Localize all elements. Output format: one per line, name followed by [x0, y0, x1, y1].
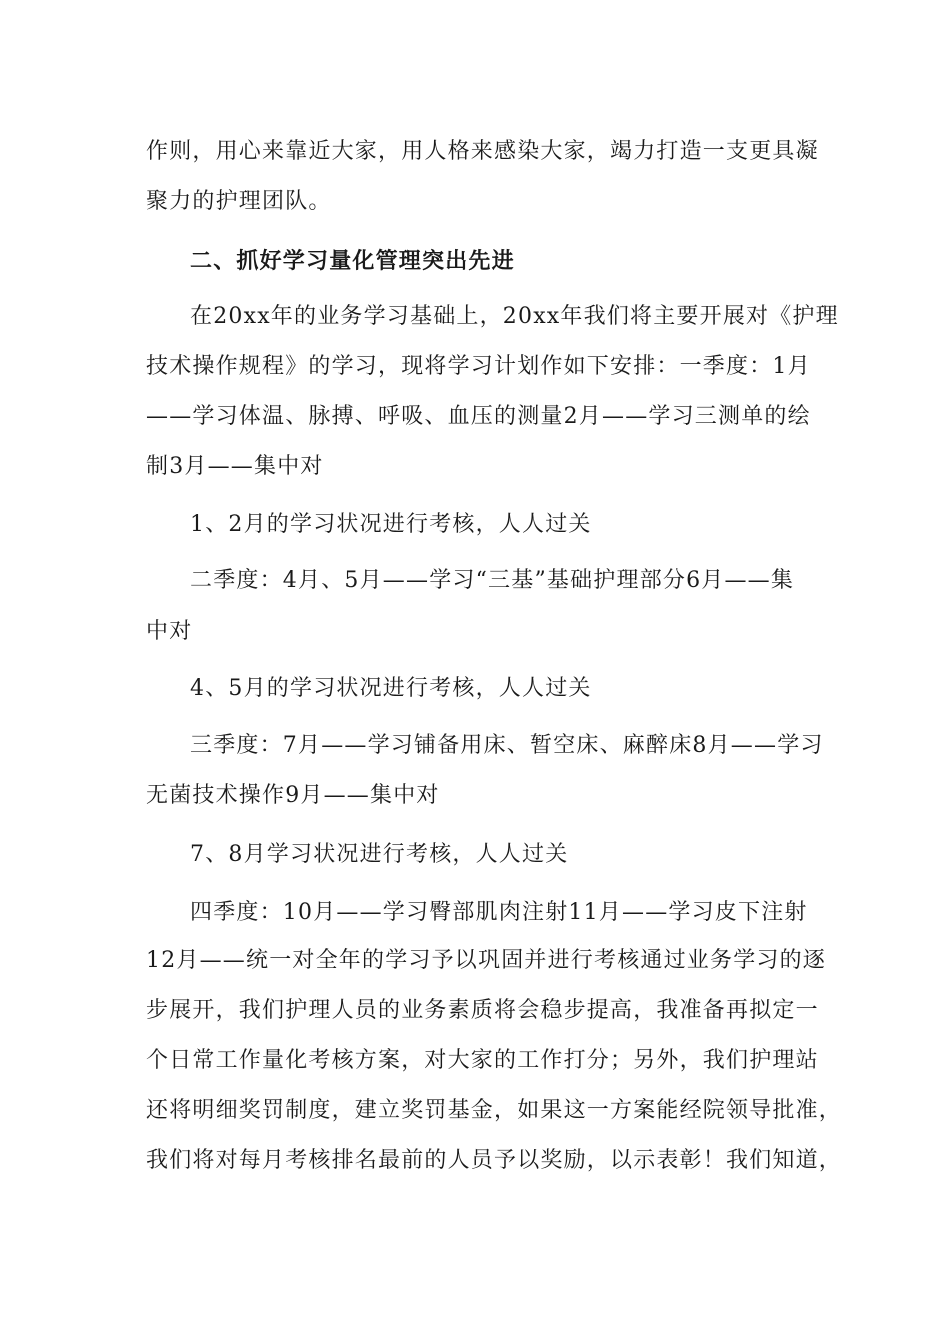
- paragraph-line: 我们将对每月考核排名最前的人员予以奖励，以示表彰！我们知道，: [146, 1148, 843, 1173]
- paragraph-line: 步展开，我们护理人员的业务素质将会稳步提高，我准备再拟定一: [146, 998, 819, 1023]
- paragraph-line: 中对: [146, 619, 193, 644]
- paragraph-line: 7、8月学习状况进行考核，人人过关: [190, 842, 569, 867]
- paragraph-line: ——学习体温、脉搏、呼吸、血压的测量2月——学习三测单的绘: [146, 404, 811, 429]
- paragraph-line: 作则，用心来靠近大家，用人格来感染大家，竭力打造一支更具凝: [146, 139, 819, 164]
- paragraph-line: 三季度：7月——学习铺备用床、暂空床、麻醉床8月——学习: [190, 733, 824, 758]
- paragraph-line: 4、5月的学习状况进行考核，人人过关: [190, 676, 592, 701]
- paragraph-line: 聚力的护理团队。: [146, 189, 332, 214]
- paragraph-line: 制3月——集中对: [146, 454, 324, 479]
- section-heading: 二、抓好学习量化管理突出先进: [190, 248, 515, 274]
- paragraph-line: 在20xx年的业务学习基础上，20xx年我们将主要开展对《护理: [190, 304, 839, 329]
- paragraph-line: 无菌技术操作9月——集中对: [146, 783, 440, 808]
- paragraph-line: 1、2月的学习状况进行考核，人人过关: [190, 512, 592, 537]
- paragraph-line: 四季度：10月——学习臀部肌肉注射11月——学习皮下注射: [190, 900, 808, 925]
- paragraph-line: 二季度：4月、5月——学习“三基”基础护理部分6月——集: [190, 568, 795, 593]
- paragraph-line: 技术操作规程》的学习，现将学习计划作如下安排：一季度：1月: [146, 354, 811, 379]
- paragraph-line: 12月——统一对全年的学习予以巩固并进行考核通过业务学习的逐: [146, 948, 826, 973]
- paragraph-line: 个日常工作量化考核方案，对大家的工作打分；另外，我们护理站: [146, 1048, 819, 1073]
- paragraph-line: 还将明细奖罚制度，建立奖罚基金，如果这一方案能经院领导批准，: [146, 1098, 843, 1123]
